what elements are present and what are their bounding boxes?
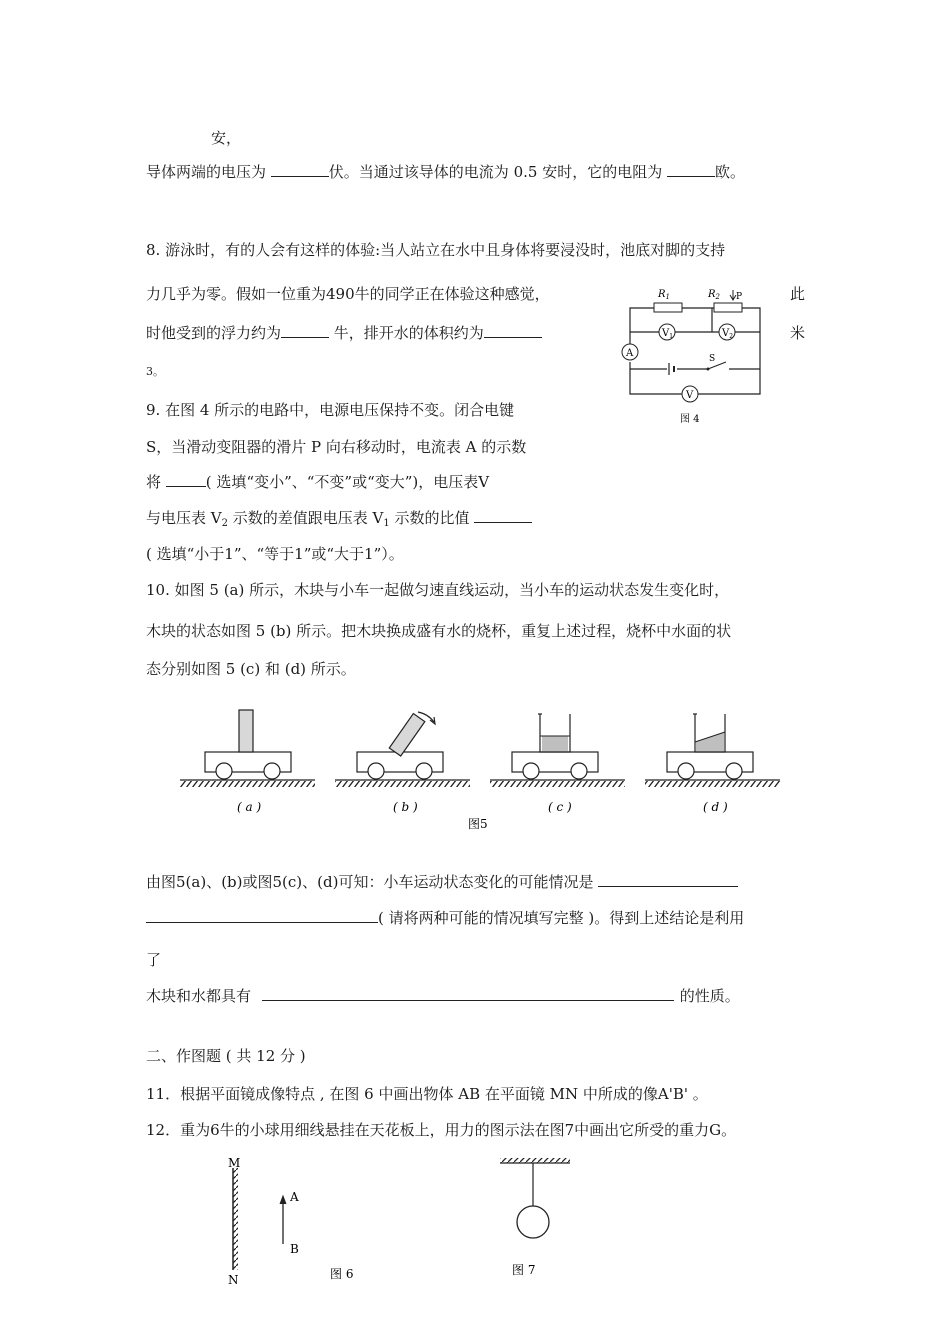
q10-conc1 <box>146 872 738 892</box>
volume-blank[interactable] <box>484 323 542 338</box>
q12: 12．重为6牛的小球用细线悬挂在天花板上，用力的图示法在图7中画出它所受的重力G。 <box>146 1121 737 1139</box>
figure-4-circuit <box>612 284 772 429</box>
buoyancy-blank[interactable] <box>281 323 329 338</box>
q10-conc4-text-b: 的性质。 <box>679 987 740 1005</box>
ball <box>517 1206 549 1238</box>
q8-line1: 8. 游泳时，有的人会有这样的体验:当人站立在水中且身体将要浸没时，池底对脚的支持 <box>146 241 726 259</box>
motion-change-blank-2[interactable] <box>146 908 378 923</box>
v1-label: V <box>662 328 670 339</box>
q8-line2-end: 此 <box>790 285 806 303</box>
fig5-label-a: ( a ) <box>237 800 262 814</box>
cart-c <box>490 714 625 787</box>
ammeter-change-blank[interactable] <box>166 472 206 487</box>
q7-text-a: 导体两端的电压为 <box>146 163 267 181</box>
q11: 11．根据平面镜成像特点 , 在图 6 中画出物体 AB 在平面镜 MN 中所成的像A'B' 。 <box>146 1085 708 1103</box>
r2-sub: 2 <box>715 293 720 301</box>
q10-conc4-text-a: 木块和水都具有 <box>146 987 252 1005</box>
q9-text-e: 示数的比值 <box>389 509 470 527</box>
q7-line0: 安， <box>211 129 242 147</box>
q9-text-d: 示数的差值跟电压表 V <box>227 509 384 527</box>
q9-line2: S，当滑动变阻器的滑片 P 向右移动时，电流表 A 的示数 <box>146 438 527 456</box>
q10-line1: 10. 如图 5 (a) 所示，木块与小车一起做匀速直线运动，当小车的运动状态发生变化时， <box>146 581 730 599</box>
q7-text-c: 欧。 <box>714 163 745 181</box>
q10-conc1-text: 由图5(a)、(b)或图5(c)、(d)可知：小车运动状态变化的可能情况是 <box>146 873 594 891</box>
q9-text-b: ( 选填“变小”、“不变”或“变大”)，电压表V <box>205 473 490 491</box>
q9-line3 <box>146 472 489 492</box>
s-label: S <box>709 354 716 364</box>
q10-conc4 <box>146 986 740 1006</box>
q8-line3 <box>146 323 542 343</box>
mirror-n-label: N <box>228 1273 239 1287</box>
q8-line4: 3。 <box>146 365 164 378</box>
figure-4-caption: 图 4 <box>680 414 700 425</box>
wood-block-upright <box>239 710 253 752</box>
q9-text-c: 与电压表 V <box>146 509 222 527</box>
p-label: P <box>736 292 743 302</box>
fig5-label-b: ( b ) <box>393 800 418 814</box>
q10-conc2-text: ( 请将两种可能的情况填写完整 )。得到上述结论是利用 <box>378 909 745 927</box>
r2-label: R <box>708 289 716 300</box>
q10-line2: 木块的状态如图 5 (b) 所示。把木块换成盛有水的烧杯，重复上述过程，烧杯中水面的状 <box>146 622 732 640</box>
figure-6-caption: 图 6 <box>330 1267 354 1281</box>
fig5-label-d: ( d ) <box>703 800 728 814</box>
q9-line5: ( 选填“小于1”、“等于1”或“大于1”）。 <box>146 545 404 563</box>
q7-line1 <box>146 162 745 182</box>
v2-sub: 2 <box>729 333 734 340</box>
property-blank[interactable] <box>262 986 674 1001</box>
cart-b <box>335 712 470 787</box>
v2-label: V <box>722 328 730 339</box>
q8-line2: 力几乎为零。假如一位重为490牛的同学正在体验这种感觉， <box>146 285 550 303</box>
r1-sub: 1 <box>665 293 670 301</box>
q9-sub-1: 1 <box>383 518 390 529</box>
v1-sub: 1 <box>669 333 674 340</box>
figure-7-pendulum <box>490 1156 590 1281</box>
section-2-title: 二、作图题 ( 共 12 分 ) <box>146 1047 306 1065</box>
fig5-label-c: ( c ) <box>548 800 572 814</box>
voltage-blank[interactable] <box>271 162 329 177</box>
cart-a <box>180 710 315 787</box>
resistance-blank[interactable] <box>667 162 715 177</box>
q8-line3-end: 米 <box>790 324 806 342</box>
q8-text-b: 牛，排开水的体积约为 <box>333 324 484 342</box>
cart-d <box>645 714 780 787</box>
mirror-m-label: M <box>228 1158 241 1170</box>
point-b-label: B <box>290 1242 299 1256</box>
q7-text-b: 伏。当通过该导体的电流为 0.5 安时，它的电阻为 <box>328 163 663 181</box>
q8-text-a: 时他受到的浮力约为 <box>146 324 282 342</box>
motion-change-blank-1[interactable] <box>598 872 738 887</box>
r1-label: R <box>658 289 666 300</box>
figure-5 <box>150 700 780 835</box>
svg-text:R1 <box>657 289 670 301</box>
wood-block-tilted <box>389 714 425 756</box>
figure-6-mirror <box>218 1158 358 1288</box>
v-label: V <box>686 390 694 401</box>
ratio-blank[interactable] <box>474 508 532 523</box>
svg-text:R2 <box>707 289 721 301</box>
resistor-r1 <box>654 303 682 312</box>
figure-5-caption: 图5 <box>468 817 488 831</box>
resistor-r2 <box>714 303 742 312</box>
a-label: A <box>626 348 634 359</box>
q10-conc3: 了 <box>146 951 162 969</box>
q9-line1: 9. 在图 4 所示的电路中，电源电压保持不变。闭合电键 <box>146 401 515 419</box>
q9-text-a: 将 <box>146 473 162 491</box>
figure-7-caption: 图 7 <box>512 1263 536 1277</box>
q10-line3: 态分别如图 5 (c) 和 (d) 所示。 <box>146 660 356 678</box>
q9-sub-2: 2 <box>221 518 228 529</box>
q9-line4 <box>146 508 532 534</box>
q10-conc2 <box>146 908 744 928</box>
point-a-label: A <box>290 1190 299 1204</box>
